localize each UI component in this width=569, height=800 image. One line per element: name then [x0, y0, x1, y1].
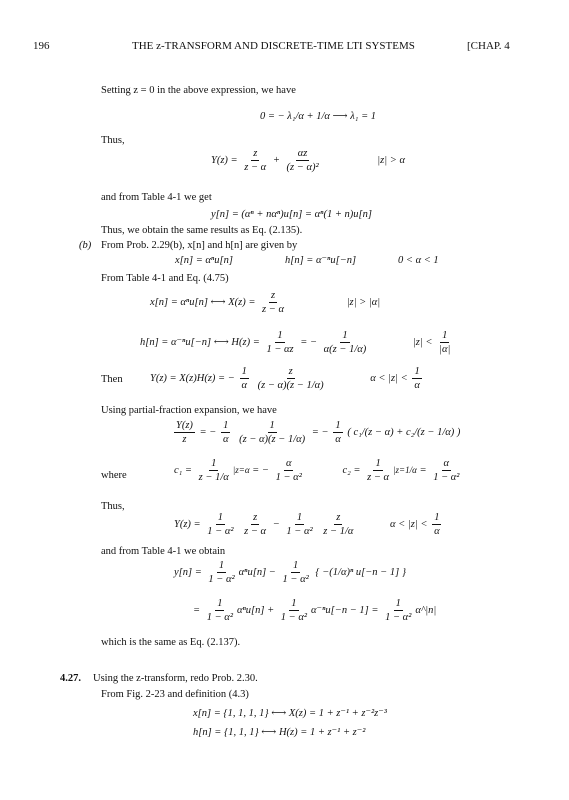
page-number: 196	[33, 40, 50, 52]
equation-xn-transform: x[n] = {1, 1, 1, 1} ⟷ X(z) = 1 + z⁻¹ + z⁻²z⁻³	[193, 708, 387, 719]
equation-Xz: x[n] = αⁿu[n] ⟷ X(z) = $\frac{z}{z - \alpha}$ |z| > |α|	[150, 290, 381, 315]
equation-Yz-2: Y(z) = X(z)H(z) = − $\frac{1}{\alpha}$ $\frac{z}{(z - \alpha)(z - 1/\alpha)}$ α < |z| < $\frac{1}{\alpha}$	[150, 366, 420, 391]
part-label-b: (b)	[79, 240, 92, 251]
running-title: THE z-TRANSFORM AND DISCRETE-TIME LTI SYSTEMS	[132, 40, 415, 52]
equation-partial-fraction: $\frac{Y(z)}{z}$ = − $\frac{1}{\alpha}$ $\frac{1}{(z - \alpha)(z - 1/\alpha)}$ = − $\frac{1}{\alpha}$ ( c₁/(z − α) + c₂/(z − 1/α) )	[176, 420, 461, 445]
equation-hn: h[n] = α⁻ⁿu[−n]	[285, 255, 357, 266]
text-line: From Prob. 2.29(b), x[n] and h[n] are given by	[101, 240, 298, 251]
text-line: which is the same as Eq. (2.137).	[101, 637, 241, 648]
text-line: Thus,	[101, 135, 125, 146]
equation-yn-1: y[n] = (αⁿ + nαⁿ)u[n] = αⁿ(1 + n)u[n]	[211, 209, 372, 220]
equation-xn: x[n] = αⁿu[n]	[175, 255, 233, 266]
text-line: Thus, we obtain the same results as Eq. (2.135).	[101, 225, 303, 236]
text-line: Setting z = 0 in the above expression, we have	[101, 85, 296, 96]
text-line: Using partial-fraction expansion, we have	[101, 405, 277, 416]
text-line: and from Table 4-1 we get	[101, 192, 212, 203]
text-line: Thus,	[101, 501, 125, 512]
equation-alpha-range: 0 < α < 1	[398, 255, 439, 266]
equation-hn-transform: h[n] = {1, 1, 1} ⟷ H(z) = 1 + z⁻¹ + z⁻²	[193, 727, 366, 738]
text-where: where	[101, 470, 127, 481]
text-line: and from Table 4-1 we obtain	[101, 546, 226, 557]
equation-lambda: 0 = − λ₁/α + 1/α ⟶ λ₁ = 1	[260, 111, 377, 122]
chapter-label: [CHAP. 4	[467, 40, 510, 52]
text-line: From Table 4-1 and Eq. (4.75)	[101, 273, 229, 284]
text-then: Then	[101, 374, 123, 385]
equation-Yz-1: Y(z) = $\frac{z}{z - \alpha}$ + $\frac{\alpha z}{\text{(z − α)²}}$ |z| > α	[211, 148, 405, 173]
problem-number: 4.27.	[60, 673, 81, 684]
equation-yn-3: = $\frac{1}{\text{1 − α²}}$ αⁿu[n] + $\frac{1}{\text{1 − α²}}$ α⁻ⁿu[−n − 1] = $\frac{1}{\text{1 − α²}}$ α^|n|	[193, 598, 437, 623]
equation-coefficients: c₁ = $\frac{1}{z - 1/\alpha}$ |z=α = − $\frac{\alpha}{\text{1 − α²}}$ c₂ = $\frac{1}{z - \alpha}$ |z=1/α = $\frac{\alpha}{\text{1 − α²}}$	[174, 458, 460, 483]
equation-Yz-3: Y(z) = $\frac{1}{\text{1 − α²}}$ $\frac{z}{z - \alpha}$ − $\frac{1}{\text{1 − α²}}$ $\frac{z}{z - 1/\alpha}$ α < |z| < $\frac{1}{\alpha}$	[174, 512, 440, 537]
equation-yn-2: y[n] = $\frac{1}{\text{1 − α²}}$ αⁿu[n] − $\frac{1}{\text{1 − α²}}$ { −(1/α)ⁿ u[−n − 1] }	[174, 560, 407, 585]
problem-statement: Using the z-transform, redo Prob. 2.30.	[93, 673, 258, 684]
equation-Hz: h[n] = α⁻ⁿu[−n] ⟷ H(z) = $\frac{1}{1 - \alpha z}$ = − $\frac{1}{\alpha(z - 1/\alpha)}$ |z| < $\frac{1}{|\alpha|}$	[140, 330, 451, 355]
text-line: From Fig. 2-23 and definition (4.3)	[101, 689, 249, 700]
